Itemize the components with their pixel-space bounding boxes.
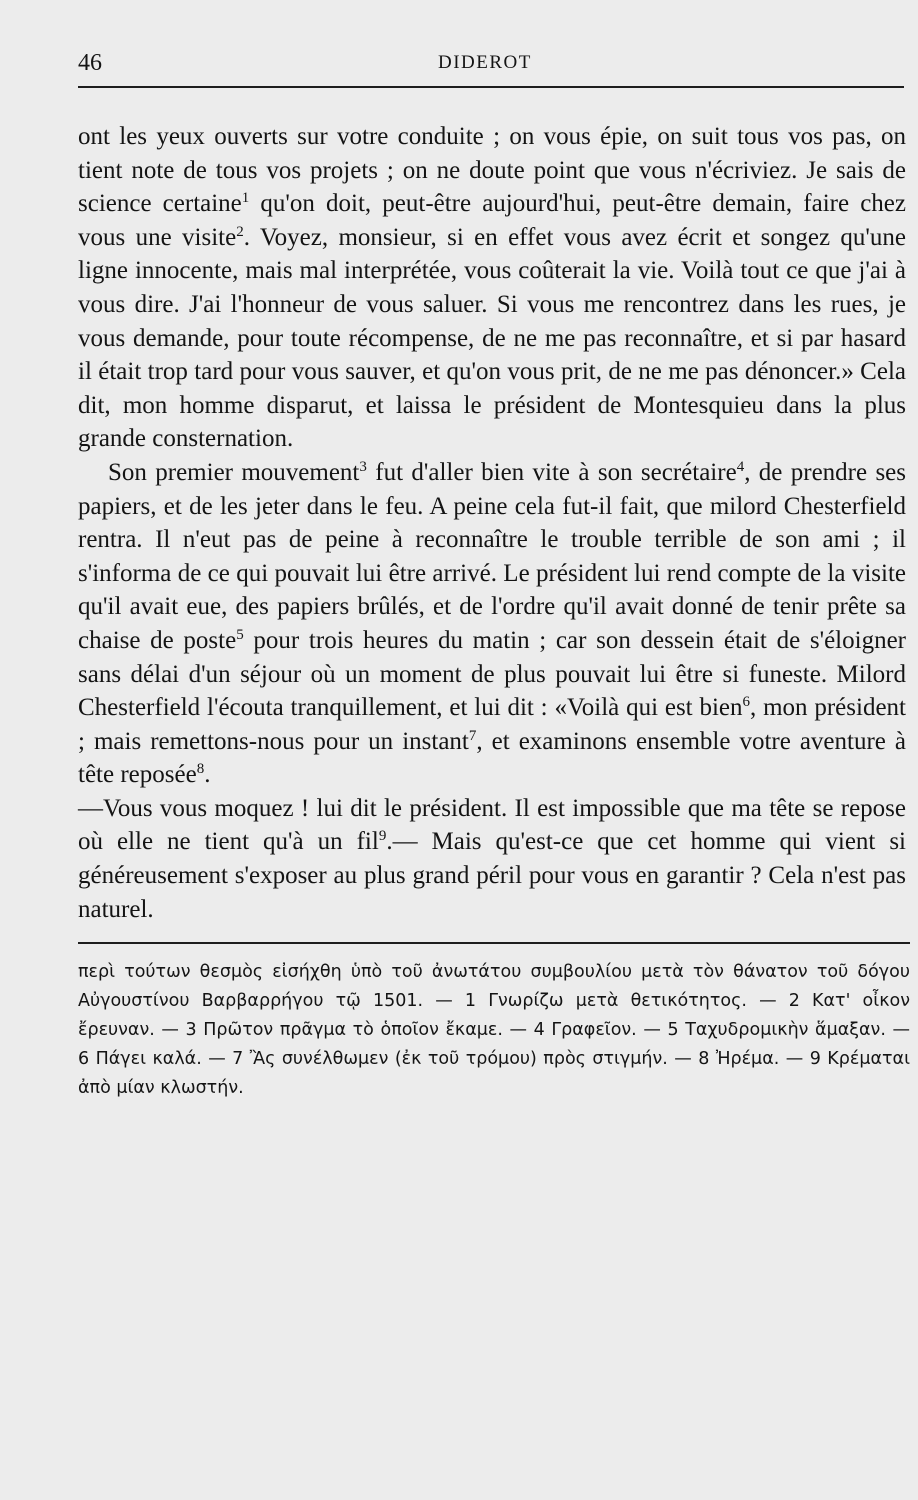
- page-number: 46: [78, 50, 102, 76]
- footnote-ref-2: 2: [236, 223, 244, 240]
- footnote-ref-4: 4: [736, 458, 745, 475]
- footnote-rule: [78, 942, 910, 944]
- header-rule: [78, 86, 904, 88]
- footnote-ref-5: 5: [236, 626, 244, 643]
- footnote-ref-6: 6: [742, 694, 750, 711]
- paragraph-1: ont les yeux ouverts sur votre conduite ; on vous épie, on suit tous vos pas, on tient note de tous vos projets ; on ne doute point que vous n'écriviez. Je sais de science certaine$^1$ qu'on doit, peut-être aujourd'hui, peut-être demain, faire chez vous une visite$^2$. Voyez, monsieur, si en effet vous avez écrit et songez qu'une ligne innocente, mais mal interprétée, vous coûterait la vie. Voilà tout ce que j'ai à vous dire. J'ai l'honneur de vous saluer. Si vous me rencontrez dans les rues, je vous demande, pour toute récompense, de ne me pas reconnaître, et si par hasard il était trop tard pour vous sauver, et qu'on vous prit, de ne me pas dénoncer.» Cela dit, mon homme disparut, et laissa le président de Montesquieu dans la plus grande consternation.: [78, 123, 906, 453]
- footnote-ref-3: 3: [359, 458, 367, 475]
- body-text: [78, 120, 910, 926]
- footnote-text: περὶ τούτων θεσμὸς εἰσήχθη ὑπὸ τοῦ ἀνωτάτου συμβουλίου μετὰ τὸν θάνατον τοῦ δόγου Αὐγουστίνου Βαρβαρρήγου τῷ 1501. — 1 Γνωρίζω μετὰ θετικότητος. — 2 Κατ' οἶκον ἔρευναν. — 3 Πρῶτον πρᾶγμα τὸ ὁποῖον ἔκαμε. — 4 Γραφεῖον. — 5 Ταχυδρομικὴν ἅμαξαν. — 6 Πάγει καλά. — 7 Ἂς συνέλθωμεν (ἐκ τοῦ τρόμου) πρὸς στιγμήν. — 8 Ἠρέμα. — 9 Κρέμαται ἀπὸ μίαν κλωστήν.: [78, 962, 910, 1099]
- running-title: DIDEROT: [438, 52, 532, 73]
- footnote-ref-7: 7: [468, 727, 477, 744]
- footnote-ref-9: 9: [378, 828, 387, 845]
- footnote-ref-1: 1: [241, 190, 250, 207]
- footnote-ref-8: 8: [196, 761, 205, 778]
- footnotes: [78, 958, 910, 1103]
- running-head: [78, 44, 910, 84]
- paragraph-2: Son premier mouvement$^3$ fut d'aller bien vite à son secrétaire$^4$, de prendre ses papiers, et de les jeter dans le feu. A peine cela fut-il fait, que milord Chesterfield rentra. Il n'eut pas de peine à reconnaître le trouble terrible de son ami ; il s'informa de ce qui pouvait lui être arrivé. Le président lui rend compte de la visite qu'il avait eue, des papiers brûlés, et de l'ordre qu'il avait donné de tenir prête sa chaise de poste$^5$ pour trois heures du matin ; car son dessein était de s'éloigner sans délai d'un séjour où un moment de plus pouvait lui être si funeste. Milord Chesterfield l'écouta tranquillement, et lui dit : «Voilà qui est bien$^6$, mon président ; mais remettons-nous pour un instant$^7$, et examinons ensemble votre aventure à tête reposée$^8$.: [78, 458, 907, 789]
- paragraph-3: —Vous vous moquez ! lui dit le président. Il est impossible que ma tête se repose où elle ne tient qu'à un fil$^9$.— Mais qu'est-ce que cet homme qui vient si généreusement s'exposer au plus grand péril pour vous en garantir ? Cela n'est pas naturel.: [78, 794, 907, 923]
